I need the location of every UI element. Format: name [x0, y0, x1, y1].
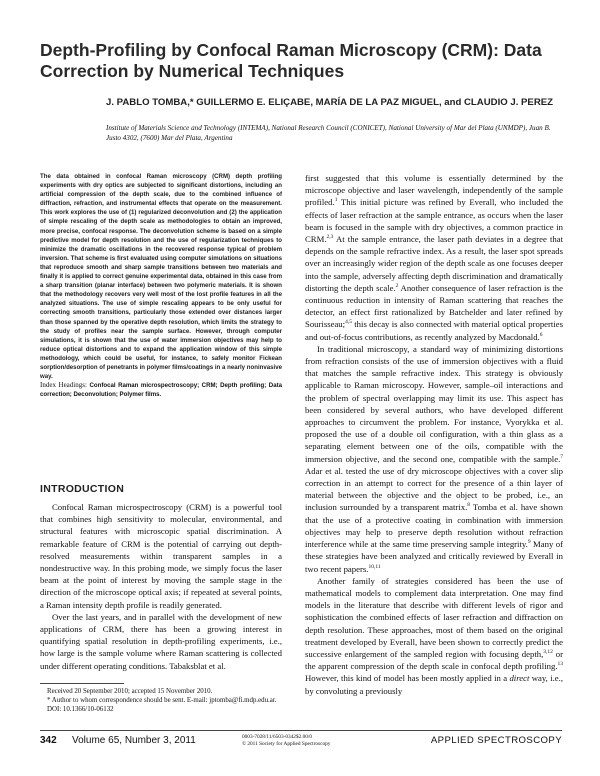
text-run: Many of these strategies have been analyzed and critically reviewed by Everall in two recent papers. — [305, 539, 563, 574]
article-title: Depth-Profiling by Confocal Raman Microscopy (CRM): Data Correction by Numerical Techniques — [40, 40, 542, 81]
intro-paragraph-1: Confocal Raman microspectroscopy (CRM) is a powerful tool that combines high sensitivity to molecular, environmental, and structural features with microscopic spatial discrimination. A remarkable feature of CRM is the potential of carrying out depth-resolved measurements within transparent samples in a nondestructive way. In this probing mode, we simply focus the laser beam at the point of interest by moving the sample stage in the direction of the microscope optical axis; if repeated at several points, a Raman intensity depth profile is readily generated. — [40, 502, 282, 610]
citation: 7 — [560, 453, 563, 460]
intro-paragraph-2: Over the last years, and in parallel with the development of new applications of CRM, there has been a growing interest in quantifying spatial resolution in depth-profiling experiments, i.e., how large is the sample volume where Raman scattering is collected under different operating conditions. Tabaksblat et al. — [40, 611, 282, 671]
introduction-body — [40, 501, 282, 672]
index-terms: Confocal Raman microspectroscopy; CRM; Depth profiling; Data correction; Deconvolution; Polymer films. — [40, 382, 282, 399]
index-label: Index Headings: — [40, 381, 87, 390]
citation: 8 — [467, 502, 471, 509]
right-column — [305, 172, 563, 697]
text-run: this decay is also connected with material optical properties and out-of-focus contributions, as recently analyzed by Macdonald. — [305, 319, 563, 342]
citation: 3,12 — [543, 649, 553, 656]
right-paragraph-2 — [305, 343, 563, 575]
footer-divider — [40, 730, 562, 731]
footnote-doi: DOI: 10.1366/10-06132 — [47, 706, 114, 714]
abstract-block — [40, 172, 282, 399]
citation: 2,3 — [326, 234, 334, 241]
citation: 2 — [395, 282, 399, 289]
copyright: © 2011 Society for Applied Spectroscopy — [242, 741, 331, 747]
citation: 1 — [334, 197, 338, 204]
footnotes — [40, 687, 282, 714]
footer-publication-info — [242, 734, 372, 748]
right-paragraph-3 — [305, 575, 563, 697]
text-run: Tomba et al. have shown that the use of a protective coating in combination with immersion objectives may help to preserve depth resolution without refraction interference while at the same time preserving sample integrity. — [305, 502, 563, 550]
index-headings — [40, 381, 282, 399]
affiliation: Institute of Materials Science and Technology (INTEMA), National Research Council (CONICET), National University of Mar del Plata (UNMDP), Juan B. Justo 4302, (7600) Mar del Plata, Argentina — [106, 124, 551, 142]
author-list: J. PABLO TOMBA,* GUILLERMO E. ELIÇABE, MARÍA DE LA PAZ MIGUEL, and CLAUDIO J. PEREZ — [106, 97, 554, 108]
text-run: first suggested that this volume is essentially determined by the microscope objective and laser wavelength, independently of the sample profiled. — [305, 173, 563, 208]
text-run: In traditional microscopy, a standard way of minimizing distortions from refraction consists of the use of immersion objectives with a fluid that matches the sample refractive index. This strategy is obviously applicable to Raman microscopy. However, sample–oil interactions and the problem of spectral overlapping may limit its use. This aspect has been considered by several authors, who have developed different approaches to circumvent the problem. For instance, Vyorykka et al. proposed the use of a double oil configuration, with a thin glass as a separating element between one of the oils, compatible with the immersion objective, and the second one, compatible with the sample. — [305, 343, 563, 464]
text-run: Another consequence of laser refraction is the continuous reduction in intensity of Raman scattering that reaches the detector, an effect first rationalized by Batchelder and later refined by Sourisseau; — [305, 282, 563, 330]
abstract: The data obtained in confocal Raman microscopy (CRM) depth profiling experiments with dry optics are subjected to significant distortions, including an artificial compression of the depth scale, due to the combined influence of diffraction, refraction, and instrumental effects that operate on the measurement. This work explores the use of (1) regularized deconvolution and (2) the application of simple rescaling of the depth scale as methodologies to obtain an improved, more precise, confocal response. The deconvolution scheme is based on a simple predictive model for depth resolution and the use of regularization techniques to minimize the dramatic oscillations in the recovered response typical of problem inversion. That scheme is first evaluated using computer simulations on situations that reproduce smooth and sharp sample transitions between two materials and finally it is applied to correct genuine experimental data, obtained in this case from a sharp transition (planar interface) between two polymeric materials. It is shown that the methodology recovers very well most of the lost profile features in all the analyzed situations. The use of simple rescaling appears to be only useful for correcting smooth transitions, particularly those extended over distances larger than those spanned by the operative depth resolution, which limits the strategy to the study of profiles near the sample surface. However, through computer simulations, it is shown that the use of water immersion objectives may help to reduce optical distortions and to expand the application window of this simple methodology, which could be useful, for instance, to safely monitor Fickean sorption/desorption of penetrants in polymer films/coatings in a nearly noninvasive way. — [40, 173, 282, 381]
footnote-divider — [40, 683, 124, 684]
text-run: This initial picture was refined by Everall, who included the effects of laser refraction at the sample entrance, as occurs when the laser beam is focused in the sample with dry objectives, a common practice in CRM. — [305, 197, 563, 245]
citation: 9 — [527, 539, 531, 546]
footnote-correspondence: * Author to whom correspondence should be sent. E-mail: jptomba@fi.mdp.edu.ar. — [47, 697, 277, 705]
text-run: At the sample entrance, the laser path deviates in a degree that depends on the sample refractive index. As a result, the laser spot spreads over an increasingly wider region of the depth scale as one focuses deeper into the sample, adversely affecting depth discrimination and dramatically distorting the depth scale. — [305, 234, 563, 293]
emphasis-direct: direct — [509, 673, 530, 684]
citation: 4,5 — [345, 319, 352, 326]
citation: 6 — [539, 331, 543, 338]
text-run: However, this kind of model has been mostly applied in a — [305, 673, 510, 684]
citation: 10,11 — [368, 563, 381, 570]
footnote-received: Received 20 September 2010; accepted 15 November 2010. — [47, 688, 213, 695]
section-heading-introduction: INTRODUCTION — [40, 483, 125, 495]
text-run: way, i.e., by convoluting a previously — [305, 673, 563, 696]
right-paragraph-1 — [305, 172, 563, 343]
page-number: 342 — [40, 735, 57, 746]
text-run: Adar et al. tested the use of dry microscope objectives with a cover slip correction in an attempt to correct for the presence of a thin layer of material between the objective and the object to be probed, i.e., an inclusion surrounded by a transparent matrix. — [305, 465, 563, 513]
text-run: Another family of strategies considered has been the use of mathematical models to complement data interpretation. One may find models in the literature that describe with different levels of rigor and sophistication the combined effects of laser refraction and diffraction on depth resolution. These approaches, most of them based on the original treatment developed by Everall, have been shown to correctly predict the successive enlargement of the sampled region with focusing depth, — [305, 575, 563, 659]
journal-name: APPLIED SPECTROSCOPY — [430, 735, 562, 746]
citation: 13 — [557, 661, 563, 668]
text-run: or the apparent compression of the depth scale in confocal depth profiling. — [305, 648, 563, 672]
volume-info: Volume 65, Number 3, 2011 — [72, 735, 196, 746]
issn-code: 0003-7028/11/6503-0342$2.00/0 — [242, 734, 312, 740]
